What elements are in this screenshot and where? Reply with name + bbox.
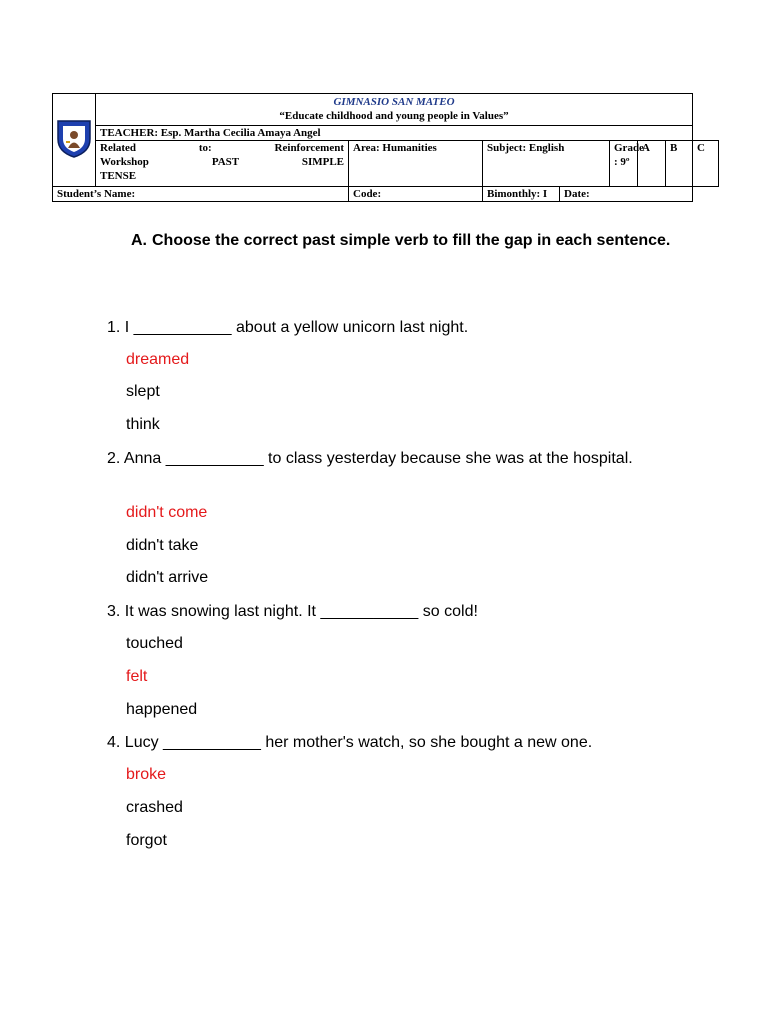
student-name-field: Student’s Name: [53, 187, 349, 202]
question-3: 3. It was snowing last night. It ___________ so cold! [107, 603, 478, 620]
group-b: B [666, 141, 693, 187]
question-4-option-2: crashed [126, 799, 183, 816]
grade-field: Grade : 9º [610, 141, 638, 187]
question-2-option-3: didn't arrive [126, 569, 209, 586]
question-4-option-1: broke [126, 766, 167, 783]
instructions [131, 229, 691, 252]
question-4-option-3: forgot [126, 832, 167, 849]
related-line-1: Related to: Reinforcement [100, 142, 344, 154]
related-line-3: TENSE [100, 170, 137, 182]
date-field: Date: [560, 187, 693, 202]
area-field: Area: Humanities [349, 141, 483, 187]
question-1-option-3: think [126, 416, 160, 433]
school-name: GIMNASIO SAN MATEO [333, 96, 455, 108]
header-table [52, 93, 719, 202]
related-field [96, 141, 349, 187]
code-field: Code: [349, 187, 483, 202]
teacher-field: TEACHER: Esp. Martha Cecilia Amaya Angel [96, 126, 693, 141]
question-4: 4. Lucy ___________ her mother's watch, so she bought a new one. [107, 734, 593, 751]
question-2-option-2: didn't take [126, 537, 199, 554]
question-1-option-2: slept [126, 383, 160, 400]
group-a: A [638, 141, 666, 187]
question-1: 1. I ___________ about a yellow unicorn last night. [107, 319, 469, 336]
school-motto: “Educate childhood and young people in Values” [279, 110, 509, 122]
school-shield-icon [55, 117, 93, 159]
school-logo [53, 94, 96, 187]
question-3-option-3: happened [126, 701, 198, 718]
bimonthly-field: Bimonthly: I [483, 187, 560, 202]
school-info [96, 94, 693, 126]
instructions-letter: A. [131, 232, 147, 249]
question-3-option-2: felt [126, 668, 148, 685]
subject-field: Subject: English [483, 141, 610, 187]
question-2-option-1: didn't come [126, 504, 208, 521]
related-line-2: Workshop PAST SIMPLE [100, 156, 344, 168]
instructions-text: Choose the correct past simple verb to fill the gap in each sentence. [152, 232, 671, 249]
group-c: C [693, 141, 719, 187]
question-1-option-1: dreamed [126, 351, 190, 368]
question-2: 2. Anna ___________ to class yesterday because she was at the hospital. [107, 450, 633, 467]
question-3-option-1: touched [126, 635, 183, 652]
